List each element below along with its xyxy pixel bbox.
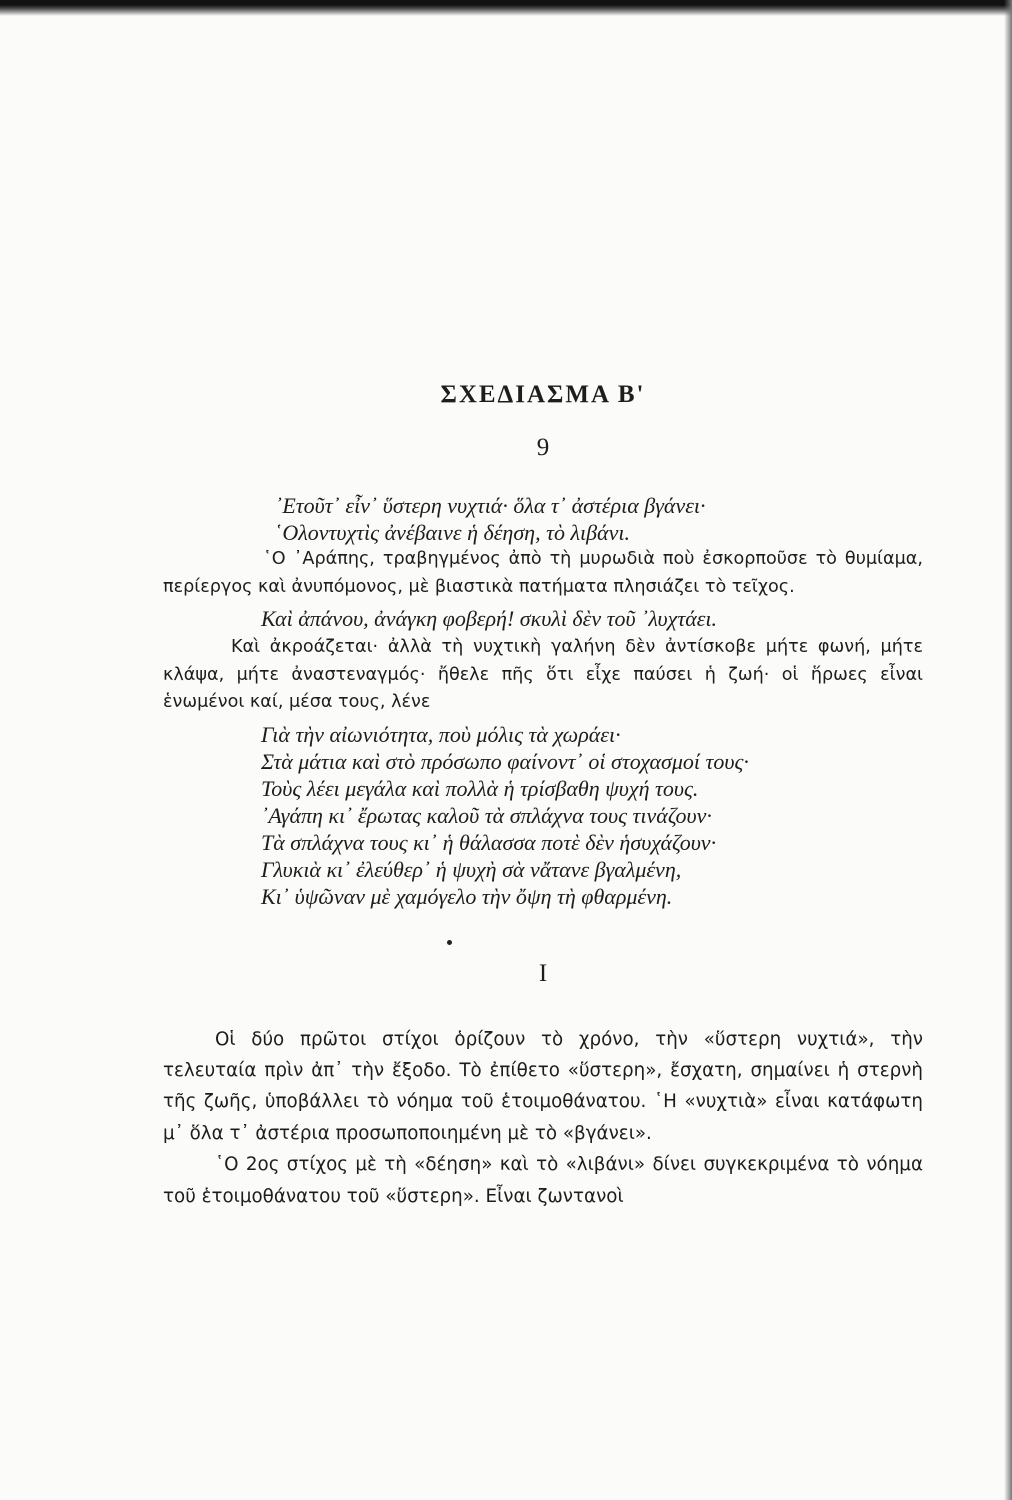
prose-paragraph: Καὶ ἀκροάζεται· ἀλλὰ τὴ νυχτικὴ γαλήνη δὲν ἀντίσκοβε μήτε φωνή, μήτε κλάψα, μήτε ἀναστεναγμός· ἤθελε πῆς ὅτι εἶχε παύσει ἡ ζωή· οἱ ἥρωες εἶναι ἑνωμένοι καί, μέσα τους, λένε [163,637,923,712]
verse-line: ῾Ολοντυχτὶς ἀνέβαινε ἡ δέηση, τὸ λιβάνι. [275,520,630,545]
commentary [163,1024,923,1212]
verse-opening [163,492,923,546]
verse-line: Στὰ μάτια καὶ στὸ πρόσωπο φαίνοντ᾿ οἱ στοχασμοί τους· [261,748,749,774]
verse-line: Καὶ ἀπάνου, ἀνάγκη φοβερή! σκυλὶ δὲν τοῦ ᾿λυχτάει. [261,606,718,631]
subsection-heading [163,954,923,994]
verse-line: Κι᾿ ὑψῶναν μὲ χαμόγελο τὴν ὄψη τὴ φθαρμένη. [261,883,673,909]
verse-line: ᾿Αγάπη κι᾿ ἔρωτας καλοῦ τὰ σπλάχνα τους τινάζουν· [261,802,712,828]
scan-right-edge [1004,0,1012,1500]
scan-top-edge [0,0,1012,16]
verse-line: Τοὺς λέει μεγάλα καὶ πολλὰ ἡ τρίσβαθη ψυχή τους. [261,775,699,801]
verse-closing [163,721,923,910]
section-number: 9 [536,434,550,461]
verse-line: Γιὰ τὴν αἰωνιότητα, ποὺ μόλις τὰ χωράει· [261,721,621,747]
page-body [163,372,923,1212]
verse-line: ᾿Ετοῦτ᾿ εἶν᾿ ὕστερη νυχτιά· ὅλα τ᾿ ἀστέρια βγάνει· [275,493,706,518]
commentary-paragraph: Οἱ δύο πρῶτοι στίχοι ὁρίζουν τὸ χρόνο, τὴν «ὕστερη νυχτιά», τὴν τελευταία πρὶν ἀπ᾿ τὴν ἔξοδο. Τὸ ἐπίθετο «ὕστερη», ἔσχατη, σημαίνει ἡ στερνὴ τῆς ζωῆς, ὑποβάλλει τὸ νόημα τοῦ ἑτοιμοθάνατου. ῾Η «νυχτιὰ» εἶναι κατάφωτη μ᾿ ὅλα τ᾿ ἀστέρια προσωποποιημένη μὲ τὸ «βγάνει». [163,1028,923,1144]
page-title: ΣΧΕΔΙΑΣΜΑ Β' [440,381,646,408]
ornament-dot [447,940,452,945]
verse-line: Γλυκιὰ κι᾿ ἐλεύθερ᾿ ἡ ψυχὴ σὰ νἄτανε βγαλμένη, [261,856,682,882]
verse-line: Τὰ σπλάχνα τους κι᾿ ἡ θάλασσα ποτὲ δὲν ἡσυχάζουν· [261,829,717,855]
commentary-paragraph: ῾Ο 2ος στίχος μὲ τὴ «δέηση» καὶ τὸ «λιβάνι» δίνει συγκεκριμένα τὸ νόημα τοῦ ἑτοιμοθάνατου τοῦ «ὕστερη». Εἶναι ζωντανοὶ [163,1154,923,1207]
prose-paragraph: ῾Ο ᾿Αράπης, τραβηγμένος ἀπὸ τὴ μυρωδιὰ ποὺ ἐσκορποῦσε τὸ θυμίαμα, περίεργος καὶ ἀνυπόμονος, μὲ βιαστικὰ πατήματα πλησιάζει τὸ τεῖχος. [163,549,923,597]
subsection-numeral: I [538,959,548,987]
